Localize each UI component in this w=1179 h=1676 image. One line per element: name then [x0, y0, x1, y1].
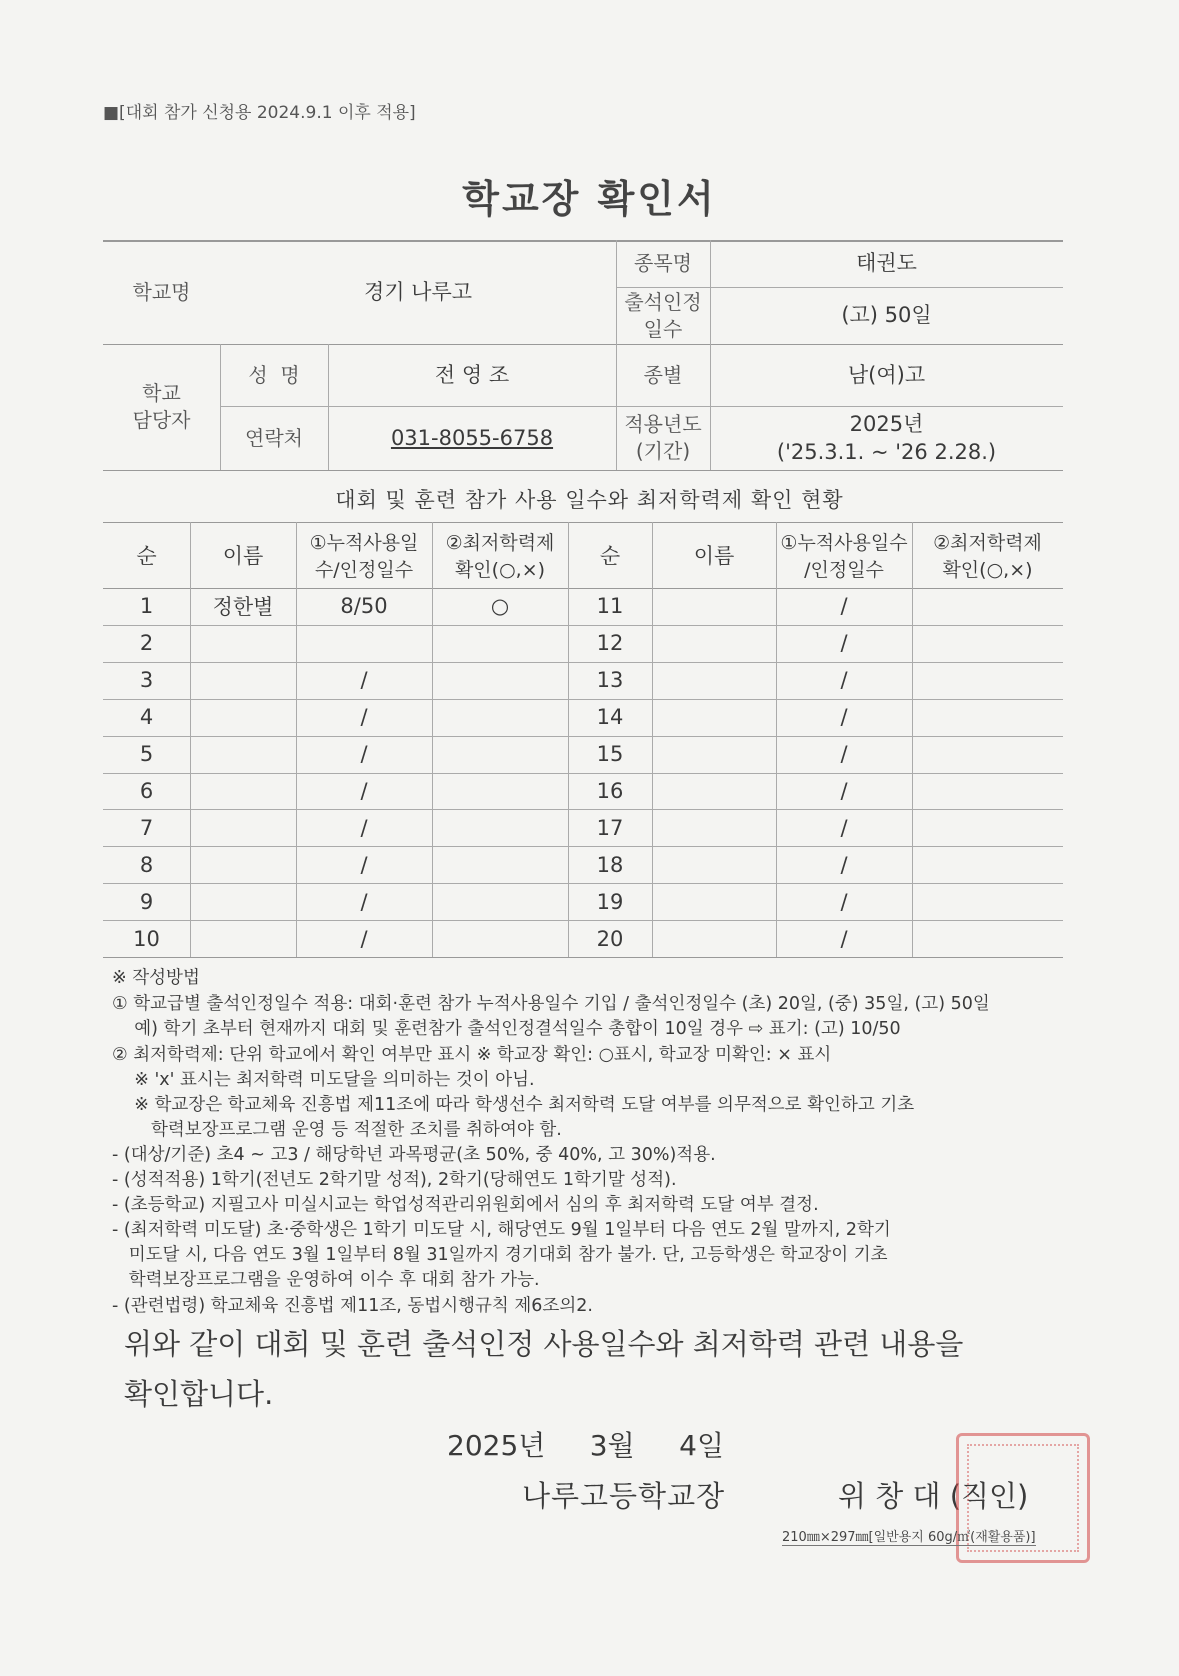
- table-cell-no: 18: [596, 852, 624, 877]
- table-cell-days: /: [840, 778, 848, 803]
- table-cell-check: [432, 920, 568, 957]
- table-cell-name: [190, 846, 296, 883]
- table-cell-check: [432, 736, 568, 773]
- table-cell-no: 4: [139, 705, 154, 730]
- table-cell-name: [652, 662, 776, 699]
- table-cell-no: 3: [139, 668, 154, 693]
- table-cell-days: [296, 625, 432, 662]
- table-cell-days: /: [360, 815, 368, 840]
- page-title: 학교장 확인서: [462, 177, 717, 221]
- table-cell-days: /: [840, 815, 848, 840]
- table-cell-check: [912, 773, 1063, 810]
- header-days: ①누적사용일 수/인정일수: [309, 532, 419, 581]
- attendance-label: 출석인정 일수: [624, 289, 702, 341]
- table-cell-no: 17: [596, 815, 624, 840]
- table-cell-days: /: [840, 668, 848, 693]
- table-cell-check: [912, 625, 1063, 662]
- attendance: (고) 50일: [841, 303, 932, 328]
- table-cell-name: [190, 809, 296, 846]
- table-cell-check: [432, 662, 568, 699]
- table-cell-check: [432, 809, 568, 846]
- table-cell-name: [652, 883, 776, 920]
- note-line: ② 최저학력제: 단위 학교에서 확인 여부만 표시 ※ 학교장 확인: ○표시, 학교장 미확인: × 표시: [112, 1045, 832, 1065]
- note-line: - (관련법령) 학교체육 진흥법 제11조, 동법시행규칙 제6조의2.: [112, 1296, 593, 1316]
- table-cell-no: 8: [139, 852, 154, 877]
- table-cell-no: 12: [596, 631, 624, 656]
- type: 남(여)고: [847, 362, 926, 387]
- table-cell-name: [190, 920, 296, 957]
- table-cell-check: [912, 809, 1063, 846]
- table-cell-days: /: [360, 889, 368, 914]
- table-cell-check: [912, 699, 1063, 736]
- table-cell-check: [912, 662, 1063, 699]
- table-cell-days: /: [360, 852, 368, 877]
- header-no-2: 순: [599, 544, 621, 568]
- header-check: ②최저학력제 확인(○,×): [445, 532, 555, 581]
- note-line: - (초등학교) 지필고사 미실시교는 학업성적관리위원회에서 심의 후 최저학력 도달 여부 결정.: [112, 1195, 819, 1215]
- table-cell-check: [432, 846, 568, 883]
- table-cell-name: [652, 699, 776, 736]
- table-cell-no: 14: [596, 705, 624, 730]
- note-line: - (성적적용) 1학기(전년도 2학기말 성적), 2학기(당해연도 1학기말 성적).: [112, 1170, 677, 1190]
- table-cell-no: 13: [596, 668, 624, 693]
- table-cell-name: [190, 662, 296, 699]
- table-cell-check: [912, 920, 1063, 957]
- event-label: 종목명: [634, 251, 692, 275]
- table-cell-no: 16: [596, 778, 624, 803]
- contact-label: 연락처: [245, 425, 303, 450]
- table-cell-no: 6: [139, 778, 154, 803]
- note-line: 학력보장프로그램 운영 등 적절한 조치를 취하여야 함.: [112, 1120, 562, 1140]
- principal-name: 위 창 대 (직인): [838, 1479, 1029, 1513]
- note-line: - (최저학력 미도달) 초·중학생은 1학기 미도달 시, 해당연도 9월 1일부터 다음 연도 2월 말까지, 2학기: [112, 1220, 891, 1240]
- table-cell-check: [912, 846, 1063, 883]
- school-name-label: 학교명: [132, 279, 191, 304]
- section-title: 대회 및 훈련 참가 사용 일수와 최저학력제 확인 현황: [335, 488, 844, 512]
- note-line: 미도달 시, 다음 연도 3월 1일부터 8월 31일까지 경기대회 참가 불가. 단, 고등학생은 학교장이 기초: [112, 1245, 888, 1265]
- table-cell-days: /: [840, 852, 848, 877]
- table-cell-check: [432, 699, 568, 736]
- paper-spec: 210㎜×297㎜[일반용지 60g/㎡(재활용품)]: [782, 1526, 1036, 1546]
- table-cell-name: [190, 736, 296, 773]
- school-principal: 나루고등학교장: [522, 1479, 726, 1513]
- table-cell-days: /: [360, 778, 368, 803]
- table-cell-days: /: [360, 742, 368, 767]
- table-cell-no: 2: [139, 631, 154, 656]
- table-cell-no: 11: [596, 594, 624, 619]
- table-cell-name: [652, 773, 776, 810]
- school-name: 경기 나루고: [363, 279, 473, 304]
- manager-name: 전 영 조: [434, 362, 510, 387]
- confirm-text-1: 위와 같이 대회 및 훈련 출석인정 사용일수와 최저학력 관련 내용을: [124, 1327, 964, 1361]
- table-cell-no: 1: [139, 594, 154, 619]
- date: 2025년 3월 4일: [447, 1429, 725, 1462]
- table-cell-days: /: [840, 594, 848, 619]
- contact: 031-8055-6758: [390, 425, 554, 450]
- note-line: ※ 'x' 표시는 최저학력 미도달을 의미하는 것이 아님.: [112, 1070, 535, 1090]
- year-label: 적용년도 (기간): [624, 412, 702, 463]
- table-cell-name: [190, 625, 296, 662]
- table-cell-days: /: [840, 926, 848, 951]
- year: 2025년 ('25.3.1. ~ '26 2.28.): [776, 411, 997, 464]
- table-cell-no: 20: [596, 926, 624, 951]
- table-cell-no: 19: [596, 889, 624, 914]
- note-line: ① 학교급별 출석인정일수 적용: 대회·훈련 참가 누적사용일수 기입 / 출석인정일수 (초) 20일, (중) 35일, (고) 50일: [112, 994, 990, 1014]
- table-cell-days: /: [360, 926, 368, 951]
- table-cell-name: [190, 699, 296, 736]
- header-name: 이름: [222, 544, 264, 568]
- header-no: 순: [136, 544, 157, 568]
- table-cell-days: /: [360, 705, 368, 730]
- table-cell-name: [652, 809, 776, 846]
- name-label: 성 명: [248, 362, 300, 387]
- table-cell-name: [652, 625, 776, 662]
- header-days-2: ①누적사용일수 /인정일수: [780, 532, 908, 581]
- table-cell-name: [190, 883, 296, 920]
- event: 태권도: [856, 251, 917, 276]
- header-name-2: 이름: [693, 544, 735, 568]
- type-label: 종별: [643, 362, 683, 387]
- table-cell-check: [432, 625, 568, 662]
- table-cell-days: /: [840, 889, 848, 914]
- note-line: ※ 학교장은 학교체육 진흥법 제11조에 따라 학생선수 최저학력 도달 여부를 의무적으로 확인하고 기초: [112, 1095, 915, 1115]
- table-cell-name: [652, 736, 776, 773]
- table-cell-check: [912, 588, 1063, 625]
- table-cell-no: 15: [596, 742, 624, 767]
- table-cell-name: [652, 846, 776, 883]
- table-cell-no: 10: [133, 926, 160, 951]
- header-check-2: ②최저학력제 확인(○,×): [933, 532, 1042, 581]
- table-cell-no: 7: [139, 815, 154, 840]
- table-cell-check: ○: [490, 594, 510, 619]
- note-line: ※ 작성방법: [112, 968, 200, 988]
- table-cell-check: [912, 883, 1063, 920]
- table-cell-check: [912, 736, 1063, 773]
- note-line: 학력보장프로그램을 운영하여 이수 후 대회 참가 가능.: [112, 1270, 540, 1290]
- table-cell-check: [432, 883, 568, 920]
- header-note: ■[대회 참가 신청용 2024.9.1 이후 적용]: [103, 103, 416, 123]
- table-cell-days: /: [360, 668, 368, 693]
- table-cell-name: [652, 920, 776, 957]
- confirm-text-2: 확인합니다.: [124, 1377, 274, 1411]
- table-cell-days: 8/50: [340, 594, 388, 619]
- table-cell-days: /: [840, 631, 848, 656]
- table-cell-name: 정한별: [212, 595, 274, 620]
- table-cell-days: /: [840, 742, 848, 767]
- table-cell-no: 5: [139, 742, 154, 767]
- manager-label: 학교 담당자: [132, 381, 191, 432]
- note-line: - (대상/기준) 초4 ~ 고3 / 해당학년 과목평균(초 50%, 중 40%, 고 30%)적용.: [112, 1145, 716, 1165]
- table-cell-name: [652, 588, 776, 625]
- table-cell-name: [190, 773, 296, 810]
- note-line: 예) 학기 초부터 현재까지 대회 및 훈련참가 출석인정결석일수 총합이 10일 경우 ⇨ 표기: (고) 10/50: [112, 1019, 901, 1039]
- table-cell-days: /: [840, 705, 848, 730]
- table-cell-no: 9: [139, 889, 154, 914]
- table-cell-check: [432, 773, 568, 810]
